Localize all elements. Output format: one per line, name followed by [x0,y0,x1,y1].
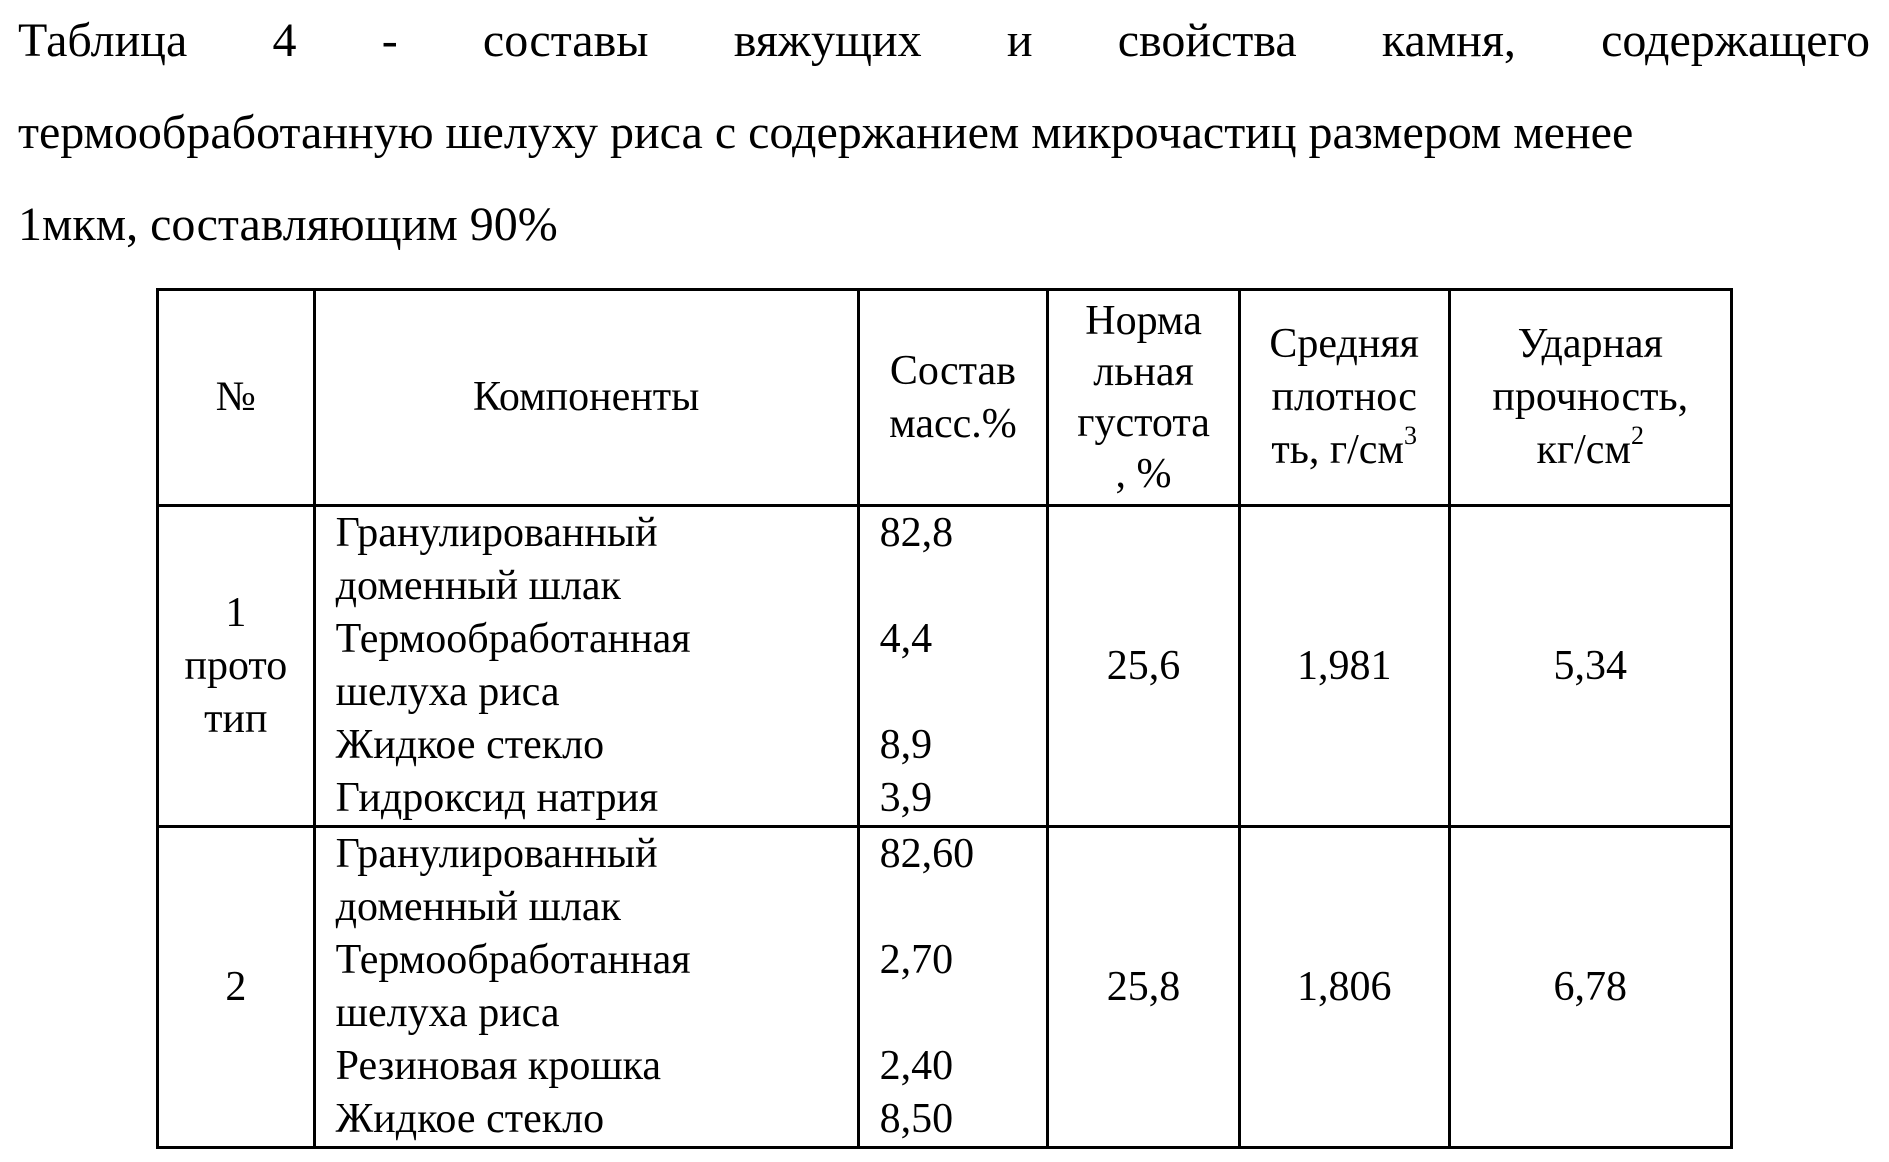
table-row [158,506,1732,827]
mass-value: 2,40 [879,1043,954,1089]
header-strength-exponent: 2 [1631,421,1645,450]
row-number-line: 1 [225,589,247,636]
mass-value: 8,9 [879,722,933,768]
component-line: Термообработанная [335,616,691,662]
caption-word: Таблица [18,14,188,67]
row-components [314,827,858,1148]
component-line: Жидкое стекло [335,722,605,768]
header-strength [1449,290,1732,506]
composition-table [156,288,1733,1149]
row-consistency: 25,8 [1048,827,1240,1148]
mass-value [880,560,1047,613]
header-mass-line: Состав [889,347,1016,394]
row-mass [858,506,1048,827]
header-consistency-line: густота [1077,399,1210,446]
component-line: Гидроксид натрия [335,775,659,821]
header-strength-unit: кг/см [1536,427,1632,473]
row-strength: 5,34 [1449,506,1732,827]
row-number [158,506,315,827]
header-strength-line [1451,421,1731,477]
component-line: шелуха риса [335,669,560,715]
caption-word: - [381,14,398,67]
header-consistency-line: , % [1115,450,1172,497]
header-number: № [158,290,315,506]
mass-value: 8,50 [879,1096,954,1142]
row-number-line: прото [184,642,288,689]
row-strength: 6,78 [1449,827,1732,1148]
mass-value [880,881,1047,934]
row-mass [858,827,1048,1148]
component-line: доменный шлак [335,884,621,930]
caption-word: свойства [1117,14,1297,67]
mass-value [880,666,1047,719]
row-density: 1,806 [1239,827,1449,1148]
row-number [158,827,315,1148]
mass-value [880,987,1047,1040]
mass-value: 2,70 [879,937,954,983]
header-density-line: плотнос [1271,374,1417,420]
component-line: Гранулированный [335,510,658,556]
component-line: Резиновая крошка [335,1043,662,1089]
component-line: Термообработанная [335,937,691,983]
component-line: доменный шлак [335,563,621,609]
header-consistency-line: льная [1093,348,1194,395]
header-density [1239,290,1449,506]
header-mass-line: масс.% [889,400,1017,447]
caption-word: камня, [1381,14,1516,67]
caption-word: и [1006,14,1033,67]
table-header-row [158,290,1732,506]
row-consistency: 25,6 [1048,506,1240,827]
header-consistency-line: Норма [1085,297,1202,344]
header-density-exponent: 3 [1404,421,1417,450]
row-density: 1,981 [1239,506,1449,827]
mass-value: 82,8 [879,510,954,556]
component-line: Гранулированный [335,831,658,877]
table-row [158,827,1732,1148]
header-density-line: Средняя [1269,321,1419,367]
table-caption-line-3: 1мкм, составляющим 90% [18,198,558,251]
caption-word: содержащего [1601,14,1870,67]
header-strength-line: Ударная [1517,321,1663,367]
header-components: Компоненты [314,290,858,506]
mass-value: 4,4 [879,616,933,662]
header-density-unit: ть, г/см [1271,427,1404,473]
table-caption-line-1 [18,12,1870,70]
header-density-line [1241,421,1448,477]
header-consistency [1048,290,1240,506]
caption-word: вяжущих [733,14,922,67]
mass-value: 3,9 [879,775,933,821]
row-number-line: 2 [225,963,247,1010]
caption-word: 4 [272,14,297,67]
header-strength-line: прочность, [1492,374,1689,420]
component-line: Жидкое стекло [335,1096,605,1142]
row-number-line: тип [204,695,268,742]
header-mass [858,290,1048,506]
row-components [314,506,858,827]
mass-value: 82,60 [879,831,975,877]
table-caption-line-2: термообработанную шелуху риса с содержанием микрочастиц размером менее [18,106,1634,159]
component-line: шелуха риса [335,990,560,1036]
caption-word: составы [482,14,649,67]
